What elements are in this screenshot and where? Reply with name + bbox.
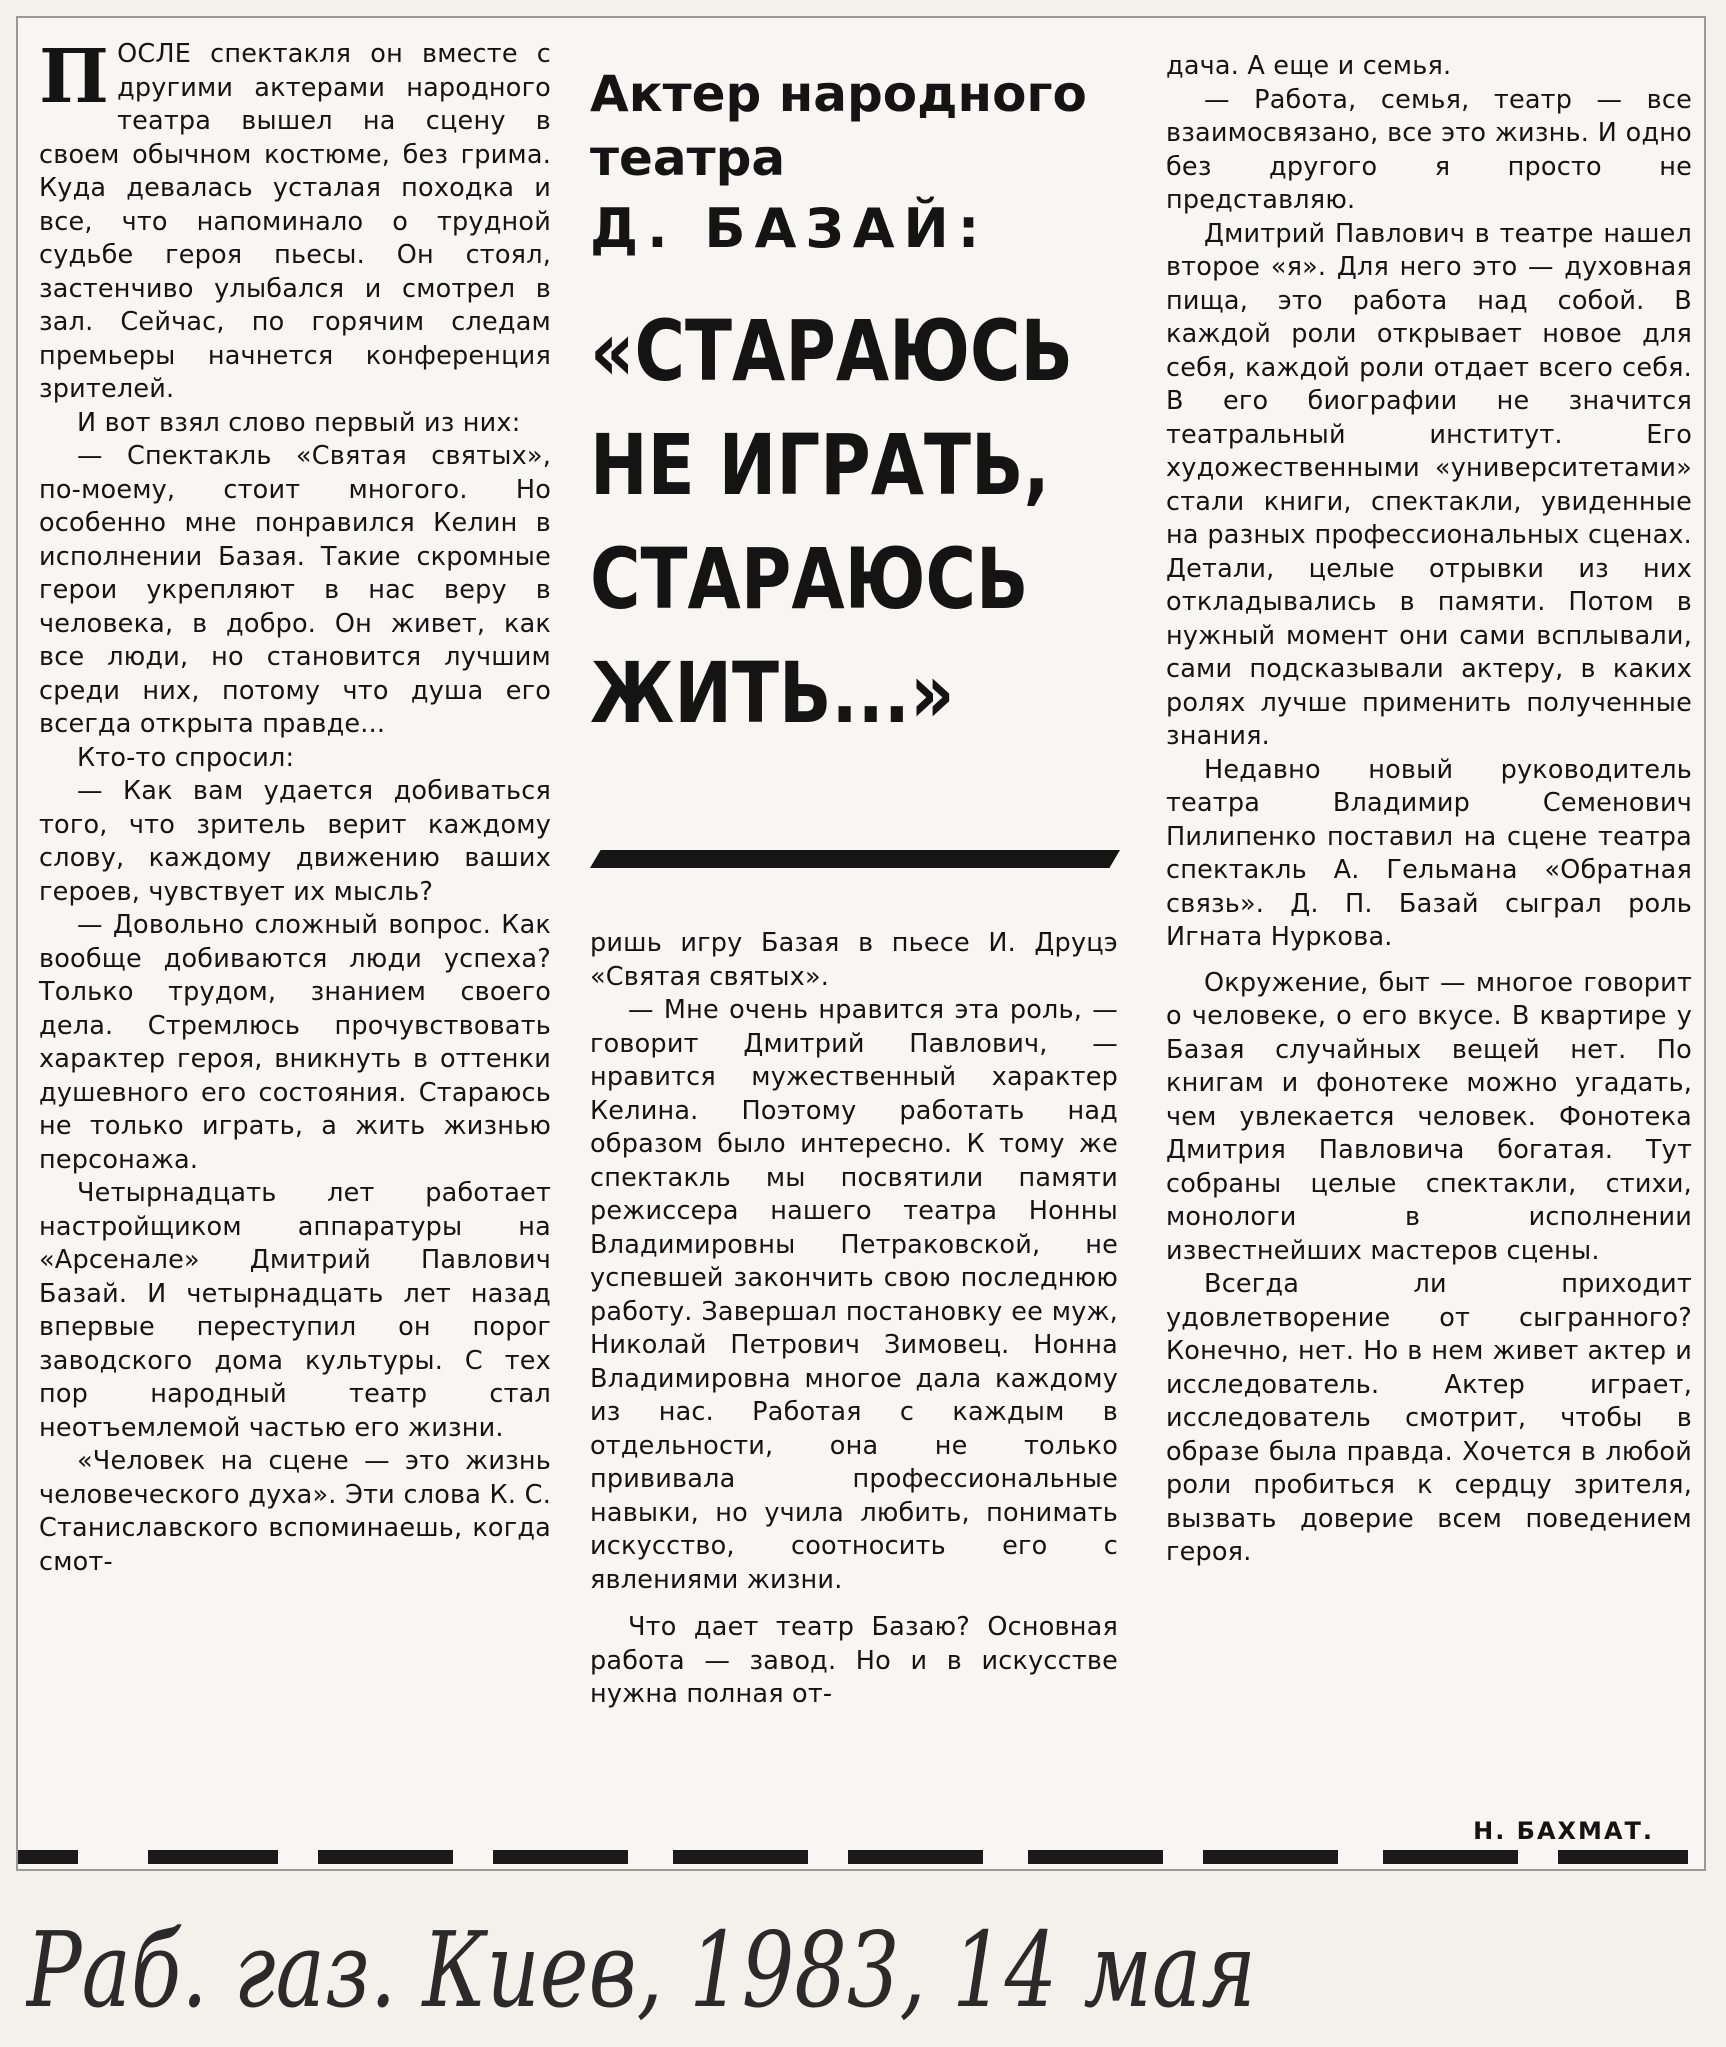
paragraph: — Как вам удается добиваться того, что зритель верит каждому слову, каждому движению ваших героев, чувствует их мысль? [39,776,551,907]
paragraph: — Спектакль «Святая святых», по-моему, стоит многого. Но особенно мне понравился Келин в исполнении Базая. Такие скромные герои укрепляют в нас веру в человека, в добро. Он живет, как все люди, но становится лучшим среди них, потому что душа его всегда открыта правде... [39,441,551,739]
title-line: ЖИТЬ...» [590,644,955,742]
title-line: СТАРАЮСЬ [590,530,1029,628]
kicker-line-1: Актер народного [590,65,1087,123]
paragraph: — Мне очень нравится эта роль, — говорит Дмитрий Павлович, — нравится мужественный характер Келина. Поэтому работать над образом было интересно. К тому же спектакль мы посвятили памяти режиссера нашего театра Нонны Владимировны Петраковской, не успевшей закончить свою последнюю работу. Завершал постановку ее муж, Николай Петрович Зимовец. Нонна Владимировна многое дала каждому из нас. Работая с каждым в отдельности, она не только прививала профессиональные навыки, но учила любить, понимать искусство, соотносить его с явлениями жизни. [590,995,1118,1595]
paragraph: Дмитрий Павлович в театре нашел второе «я». Для него это — духовная пища, это работа над собой. В каждой роли открывает новое для себя, каждой роли отдает всего себя. В его биографии не значится театральный институт. Его художественными «университетами» стали книги, спектакли, увиденные на разных профессиональных сценах. Детали, целые отрывки из них откладывались в памяти. Потом в нужный момент они сами всплывали, сами подсказывали актеру, в каких ролях лучше применить полученные знания. [1166,218,1692,751]
paragraph: Четырнадцать лет работает настройщиком аппаратуры на «Арсенале» Дмитрий Павлович Базай. И четырнадцать лет назад впервые переступил он порог заводского дома культуры. С тех пор народный театр стал неотъемлемой частью его жизни. [39,1178,551,1443]
article-column-1 [39,34,551,1579]
handwritten-note [26,1898,1706,2038]
dashed-separator [18,1850,1706,1866]
paragraph: ПОСЛЕ спектакля он вместе с другими актерами народного театра вышел на сцену в своем обычном костюме, без грима. Куда девалась усталая походка и все, что напоминало о трудной судьбе героя пьесы. Он стоял, застенчиво улыбался и смотрел в зал. Сейчас, по горячим следам премьеры начнется конференция зрителей. [39,34,551,404]
headline-block [590,62,1130,750]
paragraph: Окружение, быт — многое говорит о человеке, о его вкусе. В квартире у Базая случайных вещей нет. По книгам и фонотеке можно угадать, чем увлекается человек. Фонотека Дмитрия Павловича богатая. Тут собраны целые спектакли, стихи, монологи в исполнении известнейших мастеров сцены. [1166,967,1692,1266]
paragraph: Кто-то спросил: [77,742,295,773]
paragraph: ришь игру Базая в пьесе И. Друцэ «Святая святых». [590,928,1118,992]
kicker-line-2: театра [590,129,786,187]
paragraph: «Человек на сцене — это жизнь человеческого духа». Эти слова К. С. Станиславского вспоминаешь, когда смот- [39,1446,551,1577]
kicker-name: Д. БАЗАЙ: [590,197,989,260]
paragraph: Недавно новый руководитель театра Владимир Семенович Пилипенко поставил на сцене театра спектакль А. Гельмана «Обратная связь». Д. П. Базай сыграл роль Игната Нуркова. [1166,754,1692,952]
article-column-3 [1166,50,1692,1570]
title-line: НЕ ИГРАТЬ, [590,416,1050,514]
paragraph: — Довольно сложный вопрос. Как вообще добиваются люди успеха? Только трудом, знанием своего дела. Стремлюсь прочувствовать характер героя, вникнуть в оттенки душевного его состояния. Стараюсь не только играть, а жить жизнью персонажа. [39,910,551,1175]
drop-cap: П [39,34,110,120]
paragraph: Что дает театр Базаю? Основная работа — завод. Но и в искусстве нужна полная от- [590,1612,1118,1709]
author-signature: Н. БАХМАТ. [1473,1817,1654,1845]
paragraph: дача. А еще и семья. [1166,51,1452,81]
title-underline-rule [590,850,1120,868]
handwritten-source-text: Раб. газ. Киев, 1983, 14 мая [26,1909,1257,2031]
paragraph: — Работа, семья, театр — все взаимосвязано, все это жизнь. И одно без другого я просто не представляю. [1166,84,1692,215]
paragraph: И вот взял слово первый из них: [77,407,521,438]
main-title [590,294,1123,750]
title-line: «СТАРАЮСЬ [590,302,1074,400]
paragraph: Всегда ли приходит удовлетворение от сыгранного? Конечно, нет. Но в нем живет актер и исследователь. Актер играет, исследователь смотрит, чтобы в образе была правда. Хочется в любой роли пробиться к сердцу зрителя, вызвать доверие всем поведением героя. [1166,1269,1692,1567]
article-column-2 [590,927,1118,1712]
